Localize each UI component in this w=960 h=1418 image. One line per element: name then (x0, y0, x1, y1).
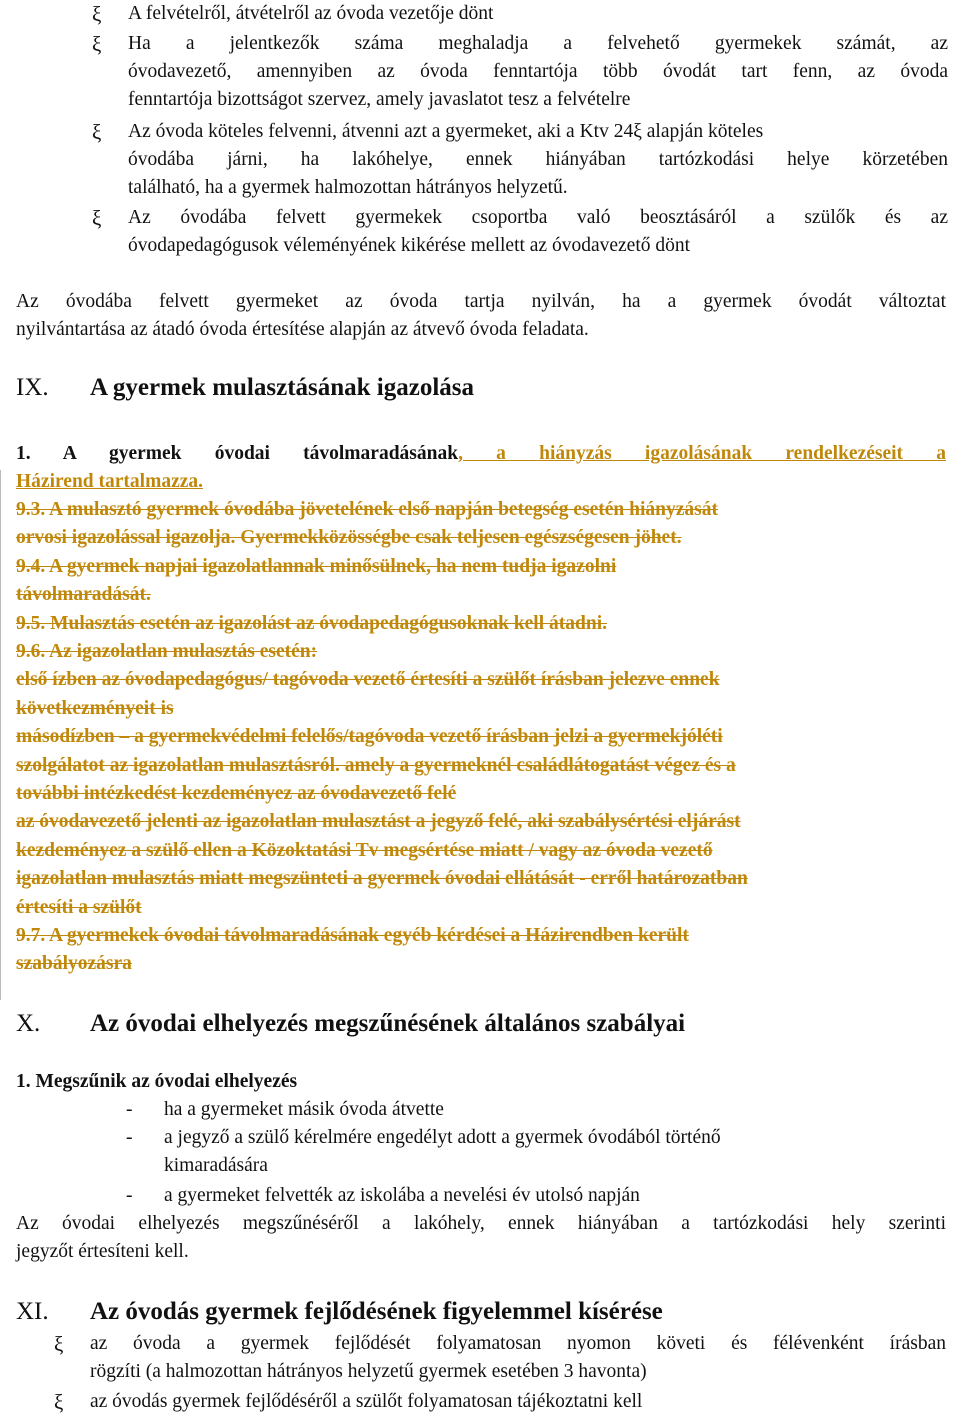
deleted-line: első ízben az óvodapedagógus/ tagóvoda vezető értesíti a szülőt írásban jelezve ennek (16, 669, 720, 691)
section-number: IX. (16, 374, 49, 401)
paragraph-line: Az óvodai elhelyezés megszűnéséről a lakóhely, ennek hiányában a tartózkodási hely szerinti (16, 1213, 946, 1234)
deleted-line: szolgálatot az igazolatlan mulasztásról. amely a gyermeknél családlátogatást végez és a (16, 754, 736, 776)
deleted-line: orvosi igazolással igazolja. Gyermekközösségbe csak teljesen egészségesen jöhet. (16, 527, 682, 549)
bullet-text: óvodavezető, amennyiben az óvoda fenntartója több óvodát tart fenn, az óvoda (128, 61, 948, 82)
list-item: a jegyző a szülő kérelmére engedélyt adott a gyermek óvodából történő (164, 1127, 721, 1148)
section-number: X. (16, 1010, 41, 1037)
deleted-line: 9.4. A gyermek napjai igazolatlannak minősülnek, ha nem tudja igazolni (16, 555, 617, 577)
bullet-text: az óvodás gyermek fejlődéséről a szülőt folyamatosan tájékoztatni kell (90, 1391, 643, 1412)
deleted-line: 9.5. Mulasztás esetén az igazolást az óvodapedagógusoknak kell átadni. (16, 612, 607, 634)
bullet-text: fenntartója bizottságot szervez, amely javaslatot tesz a felvételre (128, 89, 631, 110)
paragraph-line: jegyzőt értesíteni kell. (16, 1241, 189, 1262)
bullet-icon: ξ (92, 206, 102, 230)
bullet-text: rögzíti (a halmozottan hátrányos helyzetű gyermek esetében 3 havonta) (90, 1361, 647, 1382)
bullet-text: az óvoda a gyermek fejlődését folyamatosan nyomon követi és félévenként írásban (90, 1333, 946, 1354)
dash-icon: - (126, 1185, 133, 1206)
deleted-line: értesíti a szülőt (16, 896, 142, 918)
deleted-line: további intézkedést kezdeményez az óvodavezető felé (16, 783, 457, 804)
bullet-text: A felvételről, átvételről az óvoda vezetője dönt (128, 3, 494, 24)
deleted-line: következményeit is (16, 697, 174, 719)
change-bar (0, 470, 1, 1000)
deleted-line: igazolatlan mulasztás miatt megszünteti a gyermek óvodai ellátását - erről határozatban (16, 868, 748, 890)
bullet-icon: ξ (92, 32, 102, 56)
bullet-icon: ξ (92, 120, 102, 144)
dash-icon: - (126, 1127, 133, 1148)
deleted-line: az óvodavezető jelenti az igazolatlan mulasztást a jegyző felé, aki szabálysértési eljárást (16, 811, 741, 833)
deleted-line: 9.3. A mulasztó gyermek óvodába jövetelének első napján betegség esetén hiányzását (16, 499, 718, 520)
section-title: Az óvodás gyermek fejlődésének figyelemmel kísérése (90, 1298, 663, 1325)
section-title: A gyermek mulasztásának igazolása (90, 374, 475, 401)
list-item: ha a gyermeket másik óvoda átvette (164, 1099, 444, 1120)
bullet-text: található, ha a gyermek halmozottan hátrányos helyzetű. (128, 177, 568, 198)
list-item: kimaradására (164, 1155, 268, 1176)
bullet-text: Az óvodába felvett gyermekek csoportba való beosztásáról a szülők és az (128, 207, 948, 228)
deleted-line: 9.7. A gyermekek óvodai távolmaradásának egyéb kérdései a Házirendben került (16, 925, 689, 946)
paragraph-line: nyilvántartása az átadó óvoda értesítése alapján az átvevő óvoda feladata. (16, 319, 589, 340)
bullet-text: óvodapedagógusok véleményének kikérése mellett az óvodavezető dönt (128, 235, 691, 256)
deleted-line: kezdeményez a szülő ellen a Közoktatási Tv megsértése miatt / vagy az óvoda vezető (16, 839, 713, 861)
list-item: a gyermeket felvették az iskolába a nevelési év utolsó napján (164, 1185, 640, 1206)
bullet-text: Az óvoda köteles felvenni, átvenni azt a gyermeket, aki a Ktv 24ξ alapján köteles (128, 121, 764, 142)
bullet-icon: ξ (54, 1332, 64, 1356)
paragraph-line: 1. A gyermek óvodai távolmaradásának, a hiányzás igazolásának rendelkezéseit a (16, 443, 946, 464)
section-title: Az óvodai elhelyezés megszűnésének általános szabályai (90, 1010, 686, 1037)
subheading: 1. Megszűnik az óvodai elhelyezés (16, 1071, 298, 1092)
bullet-icon: ξ (54, 1390, 64, 1414)
deleted-line: szabályozásra (16, 953, 132, 975)
bullet-text: óvodába járni, ha lakóhelye, ennek hiányában tartózkodási helye körzetében (128, 149, 948, 170)
deleted-line: távolmaradását. (16, 584, 151, 606)
section-symbol-icon: ξ (633, 121, 642, 142)
deleted-line: másodízben – a gyermekvédelmi felelős/tagóvoda vezető írásban jelzi a gyermekjóléti (16, 726, 723, 748)
bullet-icon: ξ (92, 2, 102, 26)
paragraph-line: Az óvodába felvett gyermeket az óvoda tartja nyilván, ha a gyermek óvodát változtat (16, 291, 946, 312)
inserted-text: , a hiányzás igazolásának rendelkezéseit a (458, 443, 946, 464)
inserted-text: Házirend tartalmazza. (16, 471, 204, 492)
bullet-text: Ha a jelentkezők száma meghaladja a felvehető gyermekek számát, az (128, 33, 948, 54)
deleted-line: 9.6. Az igazolatlan mulasztás esetén: (16, 641, 318, 662)
section-number: XI. (16, 1298, 49, 1325)
dash-icon: - (126, 1099, 133, 1120)
